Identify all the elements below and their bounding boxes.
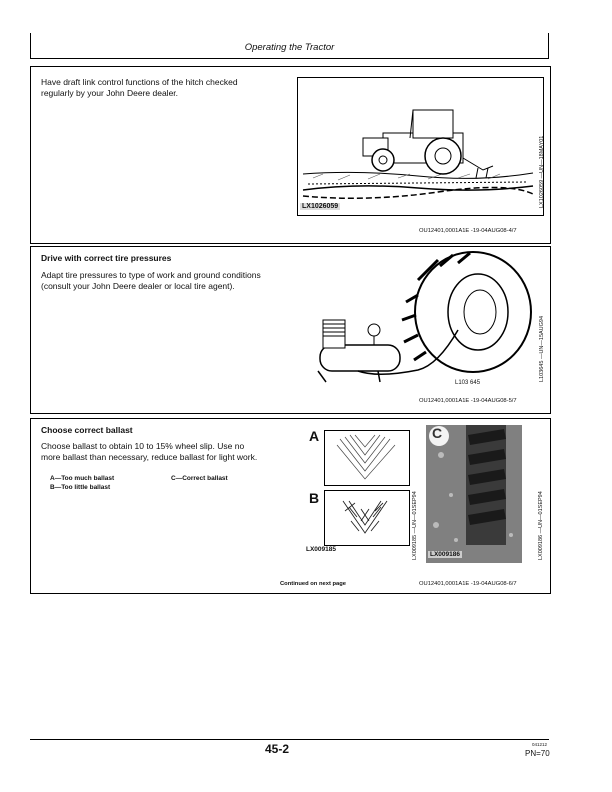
footer-pn: PN=70	[525, 749, 550, 758]
section-body-line-1: Adapt tire pressures to type of work and ground conditions	[41, 270, 261, 280]
figure-id-label: LX009185	[306, 546, 336, 553]
tractor-illustration	[298, 78, 543, 215]
legend-c: C—Correct ballast	[171, 475, 228, 482]
page-header-title: Operating the Tractor	[244, 42, 335, 53]
legend-a: A—Too much ballast	[50, 475, 115, 482]
section-body-line-1: Have draft link control functions of the hitch checked	[41, 77, 238, 87]
figure-id-label: LX1026059	[302, 203, 339, 210]
section-ref-code: OU12401,0001A1E -19-04AUG08-4/7	[419, 228, 517, 234]
figure-id-label: L103 645	[455, 380, 481, 386]
section-ref-code: OU12401,0001A1E -19-04AUG08-6/7	[419, 581, 517, 587]
section-body-line-2: more ballast than necessary, reduce ballast for light work.	[41, 452, 258, 462]
section-body-line-2: (consult your John Deere dealer or local tire agent).	[41, 281, 235, 291]
section-ref-code: OU12401,0001A1E -19-04AUG08-5/7	[419, 398, 517, 404]
figure-c-letter: C	[432, 425, 443, 441]
continued-note: Continued on next page	[280, 581, 347, 587]
tire-photo-c	[426, 425, 522, 563]
tread-pattern-a	[325, 431, 409, 485]
section-title: Choose correct ballast	[41, 425, 133, 435]
section-body-line-2: regularly by your John Deere dealer.	[41, 88, 179, 98]
tire-compressor-illustration	[298, 250, 538, 400]
section-title: Drive with correct tire pressures	[41, 253, 172, 263]
figure-id-label: LX009186	[430, 551, 460, 558]
figure-side-code: LX009185 —UN—01SEP94	[412, 491, 418, 560]
figure-b-letter: B	[309, 490, 320, 506]
page-number: 45-2	[265, 742, 290, 756]
legend-b: B—Too little ballast	[50, 484, 111, 491]
figure-side-code: L103645 —UN—15AUG94	[539, 315, 545, 382]
footer-code: 041212	[532, 742, 548, 747]
footer-rule	[30, 739, 549, 740]
figure-side-code: LX009186 —UN—01SEP94	[538, 491, 544, 560]
section-body-line-1: Choose ballast to obtain 10 to 15% wheel slip. Use no	[41, 441, 245, 451]
figure-c-correct-ballast	[426, 425, 522, 563]
figure-a-letter: A	[309, 428, 320, 444]
figure-b-too-little-ballast	[324, 490, 410, 546]
figure-a-too-much-ballast	[324, 430, 410, 486]
tractor-figure	[297, 77, 544, 216]
figure-side-code: LX1026059 —UN—18MAY01	[539, 135, 545, 208]
tread-pattern-b	[325, 491, 409, 545]
